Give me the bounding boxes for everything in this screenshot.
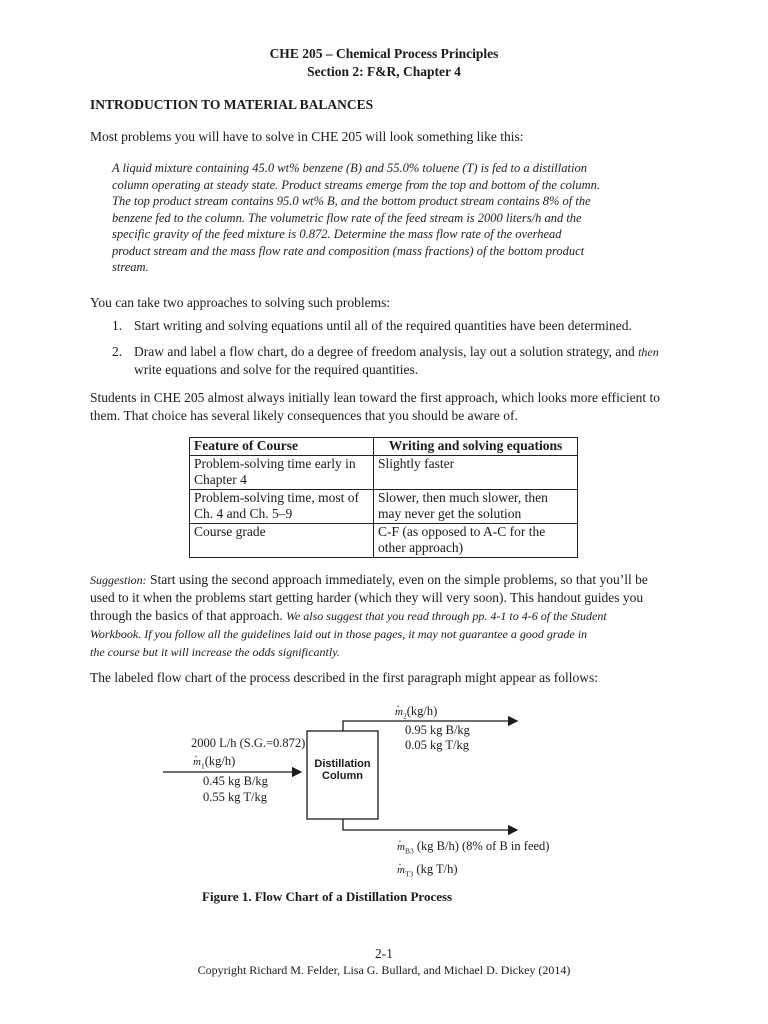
paragraph-line [90, 571, 710, 589]
table-cell: Problem-solving time early in Chapter 4 [190, 455, 374, 489]
unit-text: (kg B/h) (8% of B in feed) [416, 839, 550, 853]
subscript: 1 [200, 761, 205, 771]
table-row [190, 489, 578, 523]
paragraph-text-italic: We also suggest that you read through pp. 4-1 to 4-6 of the Student [286, 609, 607, 623]
column-label-line: Column [322, 770, 363, 782]
table-cell: Problem-solving time, most of Ch. 4 and Ch. 5–9 [190, 489, 374, 523]
flowchart-lines [0, 690, 768, 860]
m-dot-symbol: · m [193, 756, 201, 768]
subscript: 2 [402, 711, 407, 721]
table-header: Feature of Course [190, 438, 374, 456]
subscript: B3 [404, 846, 414, 856]
approach-text-emphasis: then [638, 345, 659, 359]
table-header: Writing and solving equations [374, 438, 578, 456]
column-label-line: Distillation [314, 758, 371, 770]
problem-line: specific gravity of the feed mixture is 0.872. Determine the mass flow rate of the overhead [112, 227, 562, 241]
list-number: 2. [112, 344, 123, 359]
approach-text [134, 343, 689, 379]
approach-text-part: Draw and label a flow chart, do a degree of freedom analysis, lay out a solution strategy, and [134, 344, 639, 359]
problem-line: benzene fed to the column. The volumetric flow rate of the feed stream is 2000 liters/h and the [112, 210, 582, 225]
problem-line: product stream and the mass flow rate and composition (mass fractions) of the bottom product [112, 243, 585, 258]
bottom-toluene-flow-label [397, 862, 458, 879]
table-cell: Course grade [190, 523, 374, 557]
approach-text: Start writing and solving equations until all of the required quantities have been determined. [134, 318, 632, 333]
paragraph-line: the course but it will increase the odds significantly. [90, 645, 340, 659]
paragraph-line: used to it when the problems start getting harder (which they will very soon). This handout guides you [90, 590, 644, 605]
flowchart-intro: The labeled flow chart of the process described in the first paragraph might appear as follows: [90, 670, 598, 685]
unit-text: (kg T/h) [416, 862, 458, 876]
header-section: Section 2: F&R, Chapter 4 [307, 64, 461, 79]
m-dot-symbol: · m [397, 841, 405, 853]
comparison-table [189, 437, 578, 558]
table-row [190, 455, 578, 489]
m-dot-symbol: · m [395, 706, 403, 718]
paragraph-text: through the basics of that approach. [90, 608, 287, 623]
paragraph-line: Students in CHE 205 almost always initially lean toward the first approach, which looks more efficient to [90, 390, 661, 405]
suggestion-label: Suggestion: [90, 573, 147, 587]
bottom-stream-arrow [343, 819, 517, 830]
m-dot-symbol: · m [397, 864, 405, 876]
figure-caption: Figure 1. Flow Chart of a Distillation Process [202, 889, 453, 904]
problem-line: stream. [112, 260, 149, 274]
paragraph-text: Start using the second approach immediately, even on the simple problems, so that you’ll be [146, 572, 648, 587]
column-label [307, 758, 378, 782]
header-course-title: CHE 205 – Chemical Process Principles [269, 46, 499, 61]
problem-statement [112, 160, 657, 276]
copyright-notice: Copyright Richard M. Felder, Lisa G. Bullard, and Michael D. Dickey (2014) [197, 963, 571, 977]
table-header-row [190, 438, 578, 456]
suggestion-paragraph [90, 571, 710, 661]
approach-item-2 [0, 343, 768, 381]
unit-text: (kg/h) [406, 704, 438, 718]
feed-mass-flow-label [193, 754, 235, 771]
approaches-intro: You can take two approaches to solving such problems: [90, 295, 391, 310]
bottom-benzene-flow-label [397, 839, 549, 856]
approach-text-part: write equations and solve for the required quantities. [134, 362, 419, 377]
problem-line: A liquid mixture containing 45.0 wt% benzene (B) and 55.0% toluene (T) is fed to a distillation [112, 161, 587, 175]
feed-toluene-fraction: 0.55 kg T/kg [203, 790, 268, 804]
unit-text: (kg/h) [204, 754, 236, 768]
table-cell: Slower, then much slower, then may never get the solution [374, 489, 578, 523]
paragraph-line: Workbook. If you follow all the guidelines laid out in those pages, it may not guarantee a good grade in [90, 627, 588, 641]
top-mass-flow-label [395, 704, 437, 721]
list-number: 1. [112, 318, 123, 333]
feed-volumetric-label: 2000 L/h (S.G.=0.872) [191, 736, 306, 750]
approach-item-1 [0, 317, 768, 337]
top-toluene-fraction: 0.05 kg T/kg [405, 738, 470, 752]
page-number: 2-1 [375, 946, 393, 961]
table-row [190, 523, 578, 557]
feed-benzene-fraction: 0.45 kg B/kg [203, 774, 268, 788]
paragraph-line [90, 607, 710, 625]
students-paragraph [90, 389, 710, 425]
intro-paragraph: Most problems you will have to solve in CHE 205 will look something like this: [90, 129, 524, 144]
problem-line: column operating at steady state. Product streams emerge from the top and bottom of the column. [112, 177, 601, 192]
table-cell: Slightly faster [374, 455, 578, 489]
paragraph-line: them. That choice has several likely consequences that you should be aware of. [90, 408, 518, 423]
top-benzene-fraction: 0.95 kg B/kg [405, 723, 470, 737]
table-cell: C-F (as opposed to A-C for the other approach) [374, 523, 578, 557]
subscript: T3 [404, 869, 414, 879]
problem-line: The top product stream contains 95.0 wt% B, and the bottom product stream contains 8% of the [112, 194, 591, 208]
section-title: INTRODUCTION TO MATERIAL BALANCES [90, 97, 374, 112]
